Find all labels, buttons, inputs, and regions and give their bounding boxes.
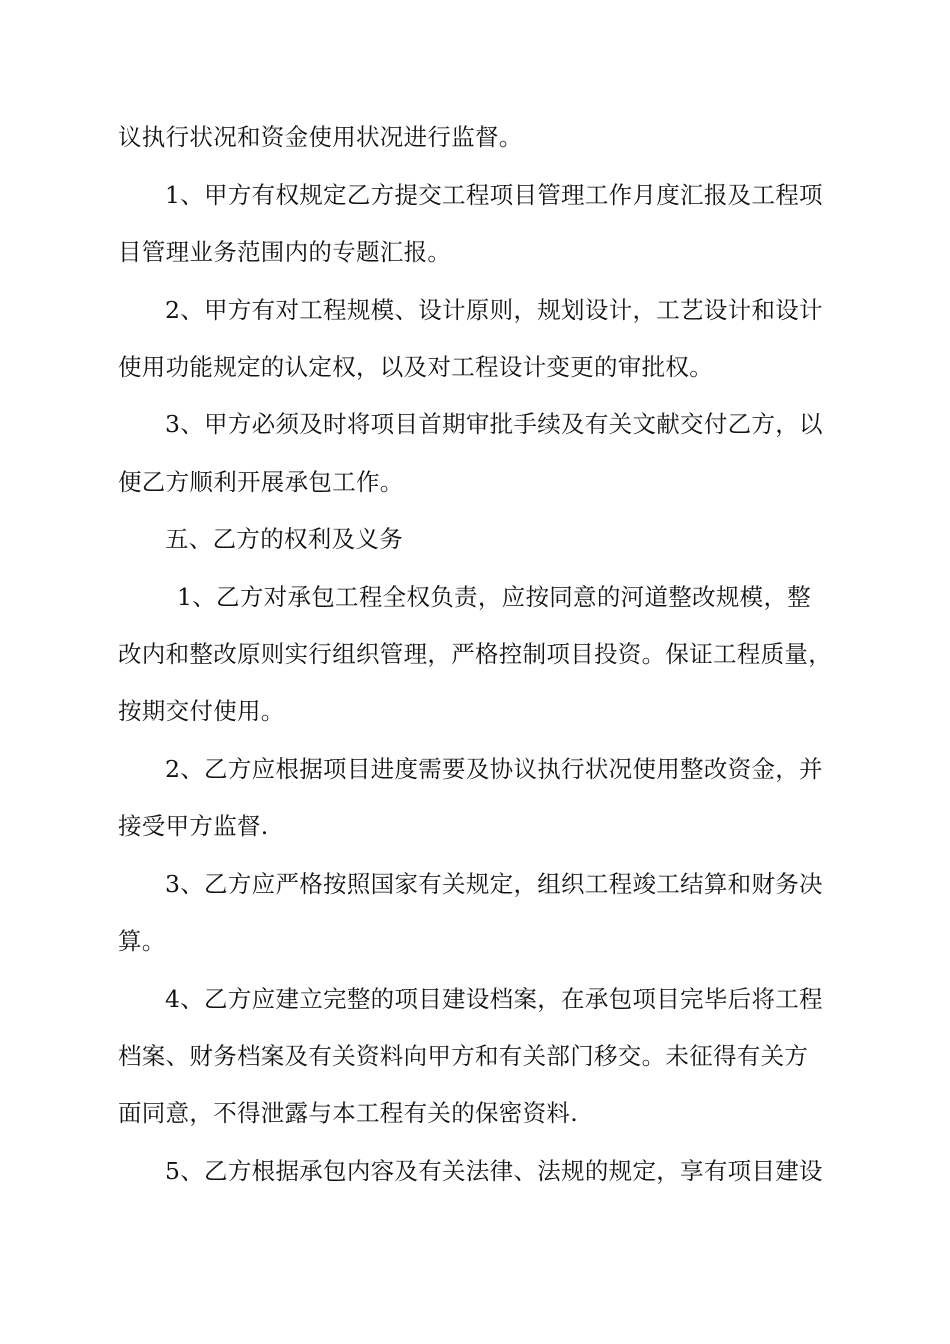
text-line: 算。 <box>118 927 166 955</box>
text-line: 接受甲方监督. <box>118 812 269 840</box>
text-line: 按期交付使用。 <box>118 697 285 725</box>
text-line: 使用功能规定的认定权，以及对工程设计变更的审批权。 <box>118 353 713 381</box>
text-line: 便乙方顺利开展承包工作。 <box>118 468 404 496</box>
text-line: 3、甲方必须及时将项目首期审批手续及有关文献交付乙方，以 <box>165 410 823 438</box>
text-line: 面同意，不得泄露与本工程有关的保密资料. <box>118 1099 578 1127</box>
text-line: 目管理业务范围内的专题汇报。 <box>118 238 452 266</box>
text-line: 1、甲方有权规定乙方提交工程项目管理工作月度汇报及工程项 <box>165 181 823 209</box>
text-line: 改内和整改原则实行组织管理，严格控制项目投资。保证工程质量， <box>118 640 832 668</box>
text-line: 1、乙方对承包工程全权负责，应按同意的河道整改规模，整 <box>177 583 812 611</box>
text-line: 议执行状况和资金使用状况进行监督。 <box>118 123 523 151</box>
text-line: 2、乙方应根据项目进度需要及协议执行状况使用整改资金，并 <box>165 755 823 783</box>
text-line: 2、甲方有对工程规模、设计原则，规划设计，工艺设计和设计 <box>165 296 823 324</box>
section-heading: 五、乙方的权利及义务 <box>165 525 403 553</box>
text-line: 3、乙方应严格按照国家有关规定，组织工程竣工结算和财务决 <box>165 870 823 898</box>
text-line: 5、乙方根据承包内容及有关法律、法规的规定，享有项目建设 <box>165 1157 823 1185</box>
text-line: 4、乙方应建立完整的项目建设档案，在承包项目完毕后将工程 <box>165 985 823 1013</box>
text-line: 档案、财务档案及有关资料向甲方和有关部门移交。未征得有关方 <box>118 1042 809 1070</box>
